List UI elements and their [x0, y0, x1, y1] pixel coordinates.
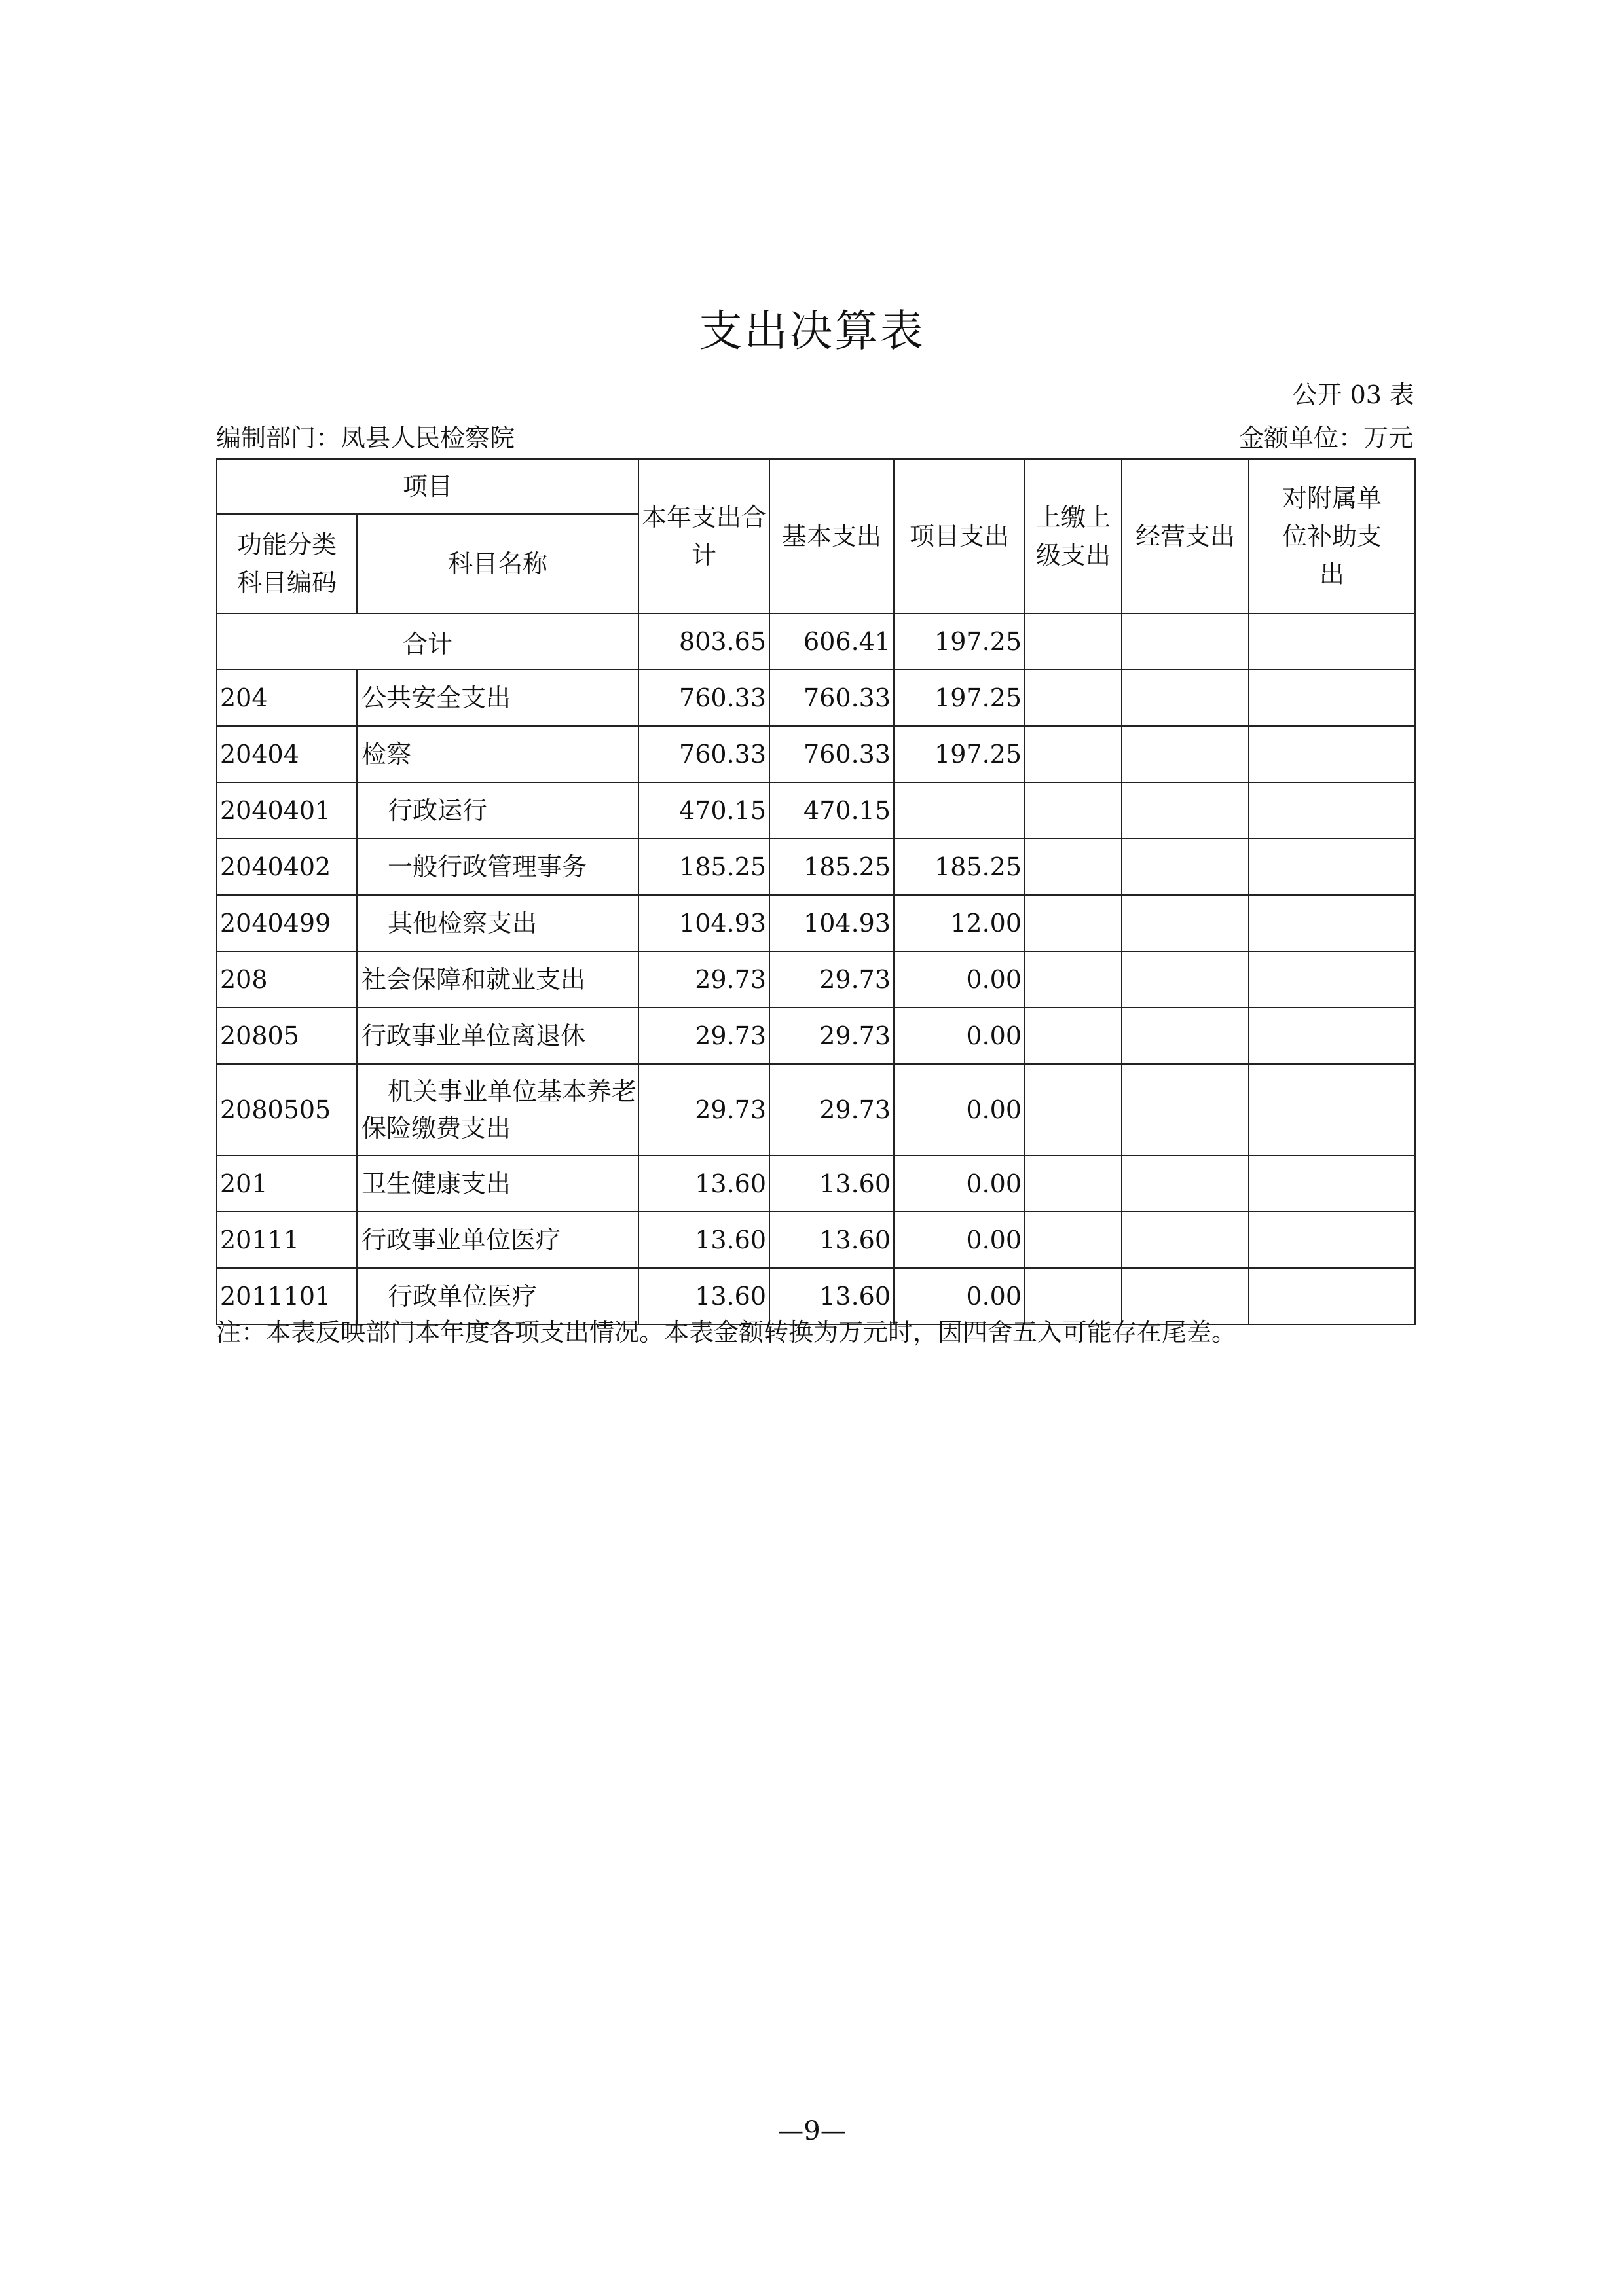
row-upper [1025, 1064, 1122, 1156]
row-project: 0.00 [894, 951, 1025, 1008]
row-name: 检察 [357, 726, 638, 782]
row-operating [1122, 1156, 1249, 1212]
row-name: 其他检察支出 [357, 895, 638, 951]
total-basic: 606.41 [769, 613, 894, 670]
row-upper [1025, 895, 1122, 951]
row-upper [1025, 1008, 1122, 1064]
table-row [217, 839, 1415, 895]
row-operating [1122, 895, 1249, 951]
row-subsidy [1249, 1008, 1415, 1064]
row-basic: 185.25 [769, 839, 894, 895]
row-project [894, 782, 1025, 839]
row-name: 行政运行 [357, 782, 638, 839]
header-total: 本年支出合计 [638, 459, 769, 613]
row-code: 20404 [217, 726, 357, 782]
header-upper: 上缴上级支出 [1025, 459, 1122, 613]
header-project-expenditure: 项目支出 [894, 459, 1025, 613]
table-row [217, 1212, 1415, 1268]
row-project: 0.00 [894, 1008, 1025, 1064]
row-project: 12.00 [894, 895, 1025, 951]
row-operating [1122, 782, 1249, 839]
row-subsidy [1249, 782, 1415, 839]
row-name: 行政事业单位离退休 [357, 1008, 638, 1064]
row-subsidy [1249, 1156, 1415, 1212]
row-operating [1122, 1008, 1249, 1064]
row-basic: 29.73 [769, 951, 894, 1008]
row-operating [1122, 670, 1249, 726]
expenditure-table [216, 458, 1416, 1325]
row-code: 204 [217, 670, 357, 726]
table-row [217, 1156, 1415, 1212]
row-project: 0.00 [894, 1064, 1025, 1156]
row-code: 2011101 [217, 1268, 357, 1324]
row-operating [1122, 951, 1249, 1008]
row-subsidy [1249, 1212, 1415, 1268]
row-total: 760.33 [638, 670, 769, 726]
department-label: 编制部门：凤县人民检察院 [216, 424, 515, 452]
page-number: —9— [777, 2116, 847, 2146]
table-row [217, 1064, 1415, 1156]
header-code: 功能分类科目编码 [217, 514, 357, 613]
row-name: 行政单位医疗 [357, 1268, 638, 1324]
row-subsidy [1249, 726, 1415, 782]
row-operating [1122, 726, 1249, 782]
row-project: 185.25 [894, 839, 1025, 895]
row-total: 13.60 [638, 1156, 769, 1212]
row-code: 201 [217, 1156, 357, 1212]
row-code: 2040402 [217, 839, 357, 895]
row-basic: 760.33 [769, 670, 894, 726]
footnote: 注：本表反映部门本年度各项支出情况。本表金额转换为万元时，因四舍五入可能存在尾差。 [216, 1318, 1237, 1347]
unit-label: 金额单位：万元 [1238, 424, 1413, 452]
row-name: 一般行政管理事务 [357, 839, 638, 895]
row-basic: 13.60 [769, 1212, 894, 1268]
row-upper [1025, 670, 1122, 726]
total-row [217, 613, 1415, 670]
row-total: 29.73 [638, 1008, 769, 1064]
row-code: 2080505 [217, 1064, 357, 1156]
row-code: 2040499 [217, 895, 357, 951]
header-project: 项目 [217, 459, 638, 514]
header-basic: 基本支出 [769, 459, 894, 613]
row-subsidy [1249, 895, 1415, 951]
row-project: 0.00 [894, 1212, 1025, 1268]
total-label: 合计 [217, 613, 638, 670]
page-title: 支出决算表 [699, 306, 925, 356]
table-row [217, 670, 1415, 726]
total-subsidy [1249, 613, 1415, 670]
row-code: 2040401 [217, 782, 357, 839]
row-upper [1025, 782, 1122, 839]
row-name: 卫生健康支出 [357, 1156, 638, 1212]
meta-row [216, 418, 1413, 453]
row-subsidy [1249, 670, 1415, 726]
row-subsidy [1249, 1268, 1415, 1324]
row-name: 机关事业单位基本养老保险缴费支出 [357, 1064, 638, 1156]
row-name: 行政事业单位医疗 [357, 1212, 638, 1268]
header-operating: 经营支出 [1122, 459, 1249, 613]
header-subsidy: 对附属单位补助支出 [1249, 459, 1415, 613]
row-subsidy [1249, 839, 1415, 895]
row-basic: 13.60 [769, 1156, 894, 1212]
row-basic: 13.60 [769, 1268, 894, 1324]
form-number: 公开 03 表 [1292, 380, 1414, 409]
total-operating [1122, 613, 1249, 670]
table-row [217, 951, 1415, 1008]
row-total: 29.73 [638, 951, 769, 1008]
row-total: 760.33 [638, 726, 769, 782]
table-row [217, 1008, 1415, 1064]
row-code: 208 [217, 951, 357, 1008]
row-code: 20805 [217, 1008, 357, 1064]
row-operating [1122, 839, 1249, 895]
row-upper [1025, 839, 1122, 895]
total-total: 803.65 [638, 613, 769, 670]
row-name: 公共安全支出 [357, 670, 638, 726]
table-row [217, 895, 1415, 951]
row-subsidy [1249, 1064, 1415, 1156]
row-operating [1122, 1064, 1249, 1156]
table-row [217, 782, 1415, 839]
row-operating [1122, 1212, 1249, 1268]
row-project: 197.25 [894, 726, 1025, 782]
header-name: 科目名称 [357, 514, 638, 613]
row-project: 0.00 [894, 1268, 1025, 1324]
row-total: 470.15 [638, 782, 769, 839]
row-upper [1025, 951, 1122, 1008]
total-project: 197.25 [894, 613, 1025, 670]
row-total: 104.93 [638, 895, 769, 951]
row-total: 13.60 [638, 1268, 769, 1324]
row-project: 0.00 [894, 1156, 1025, 1212]
row-upper [1025, 1156, 1122, 1212]
row-subsidy [1249, 951, 1415, 1008]
total-upper [1025, 613, 1122, 670]
row-basic: 29.73 [769, 1064, 894, 1156]
row-total: 185.25 [638, 839, 769, 895]
row-upper [1025, 1212, 1122, 1268]
row-upper [1025, 726, 1122, 782]
row-basic: 29.73 [769, 1008, 894, 1064]
row-total: 13.60 [638, 1212, 769, 1268]
table-row [217, 726, 1415, 782]
row-basic: 760.33 [769, 726, 894, 782]
row-project: 197.25 [894, 670, 1025, 726]
row-basic: 470.15 [769, 782, 894, 839]
row-total: 29.73 [638, 1064, 769, 1156]
row-name: 社会保障和就业支出 [357, 951, 638, 1008]
row-basic: 104.93 [769, 895, 894, 951]
row-code: 20111 [217, 1212, 357, 1268]
